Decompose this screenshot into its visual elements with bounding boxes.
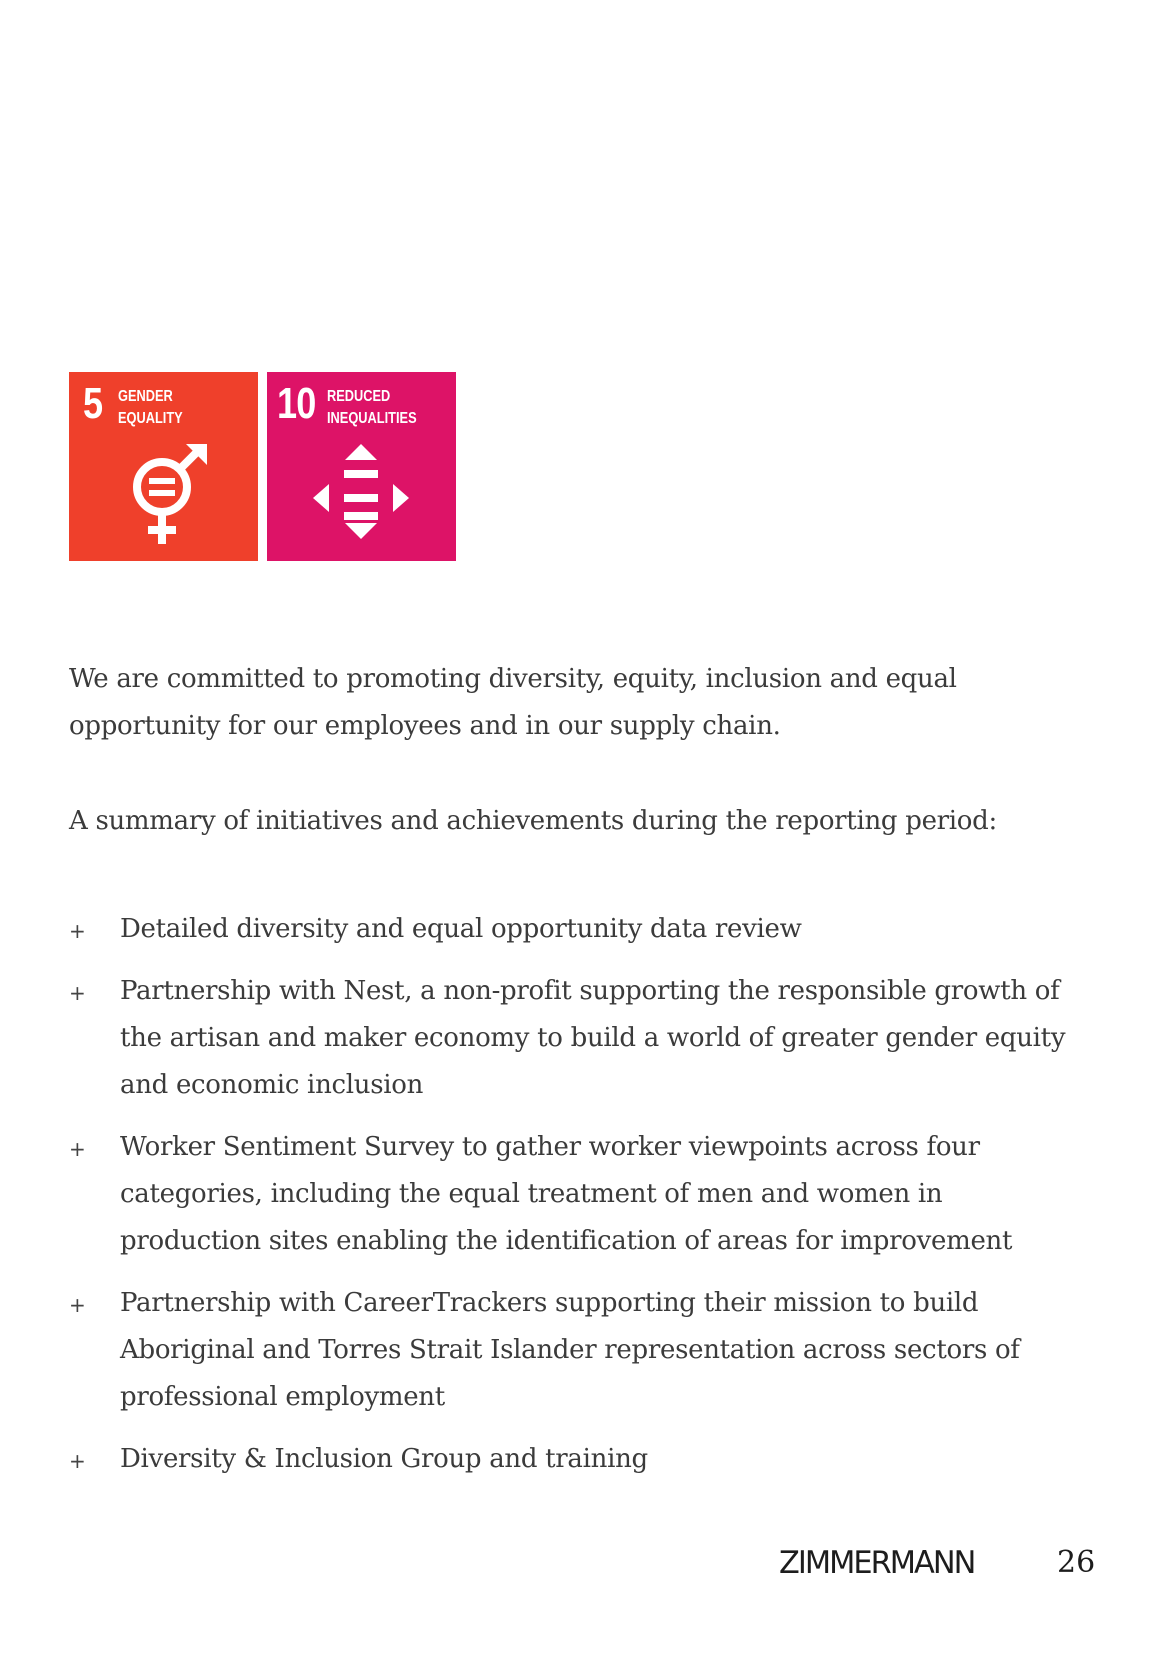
brand-logo: ZIMMERMANN — [779, 1545, 975, 1581]
list-item — [69, 1124, 1069, 1265]
sdg-10-number: 10 — [277, 379, 316, 428]
list-item-text: Detailed diversity and equal opportunity data review — [120, 914, 802, 944]
sdg-5-label-line1: GENDER — [118, 388, 173, 405]
bullet-plus-icon: + — [69, 1293, 86, 1317]
list-item-text: Worker Sentiment Survey to gather worker viewpoints across four categories, including the equal treatment of men and women in production sites enabling the identification of areas for improvement — [120, 1132, 1013, 1256]
initiatives-list — [69, 906, 1069, 1498]
bullet-plus-icon: + — [69, 919, 86, 943]
list-item — [69, 968, 1069, 1109]
sdg-10-label-line1: REDUCED — [327, 388, 391, 405]
list-item — [69, 906, 1069, 953]
intro-paragraph: We are committed to promoting diversity, equity, inclusion and equal opportunity for our employees and in our supply chain. — [69, 664, 957, 741]
bullet-plus-icon: + — [69, 1449, 86, 1473]
sdg-10-tile — [267, 372, 456, 561]
bullet-plus-icon: + — [69, 981, 86, 1005]
sdg-10-label-line2: INEQUALITIES — [327, 410, 417, 427]
sdg-5-number: 5 — [83, 379, 103, 428]
list-item — [69, 1436, 1069, 1483]
list-item-text: Partnership with CareerTrackers supporting their mission to build Aboriginal and Torres Strait Islander representation across sectors of professional employment — [120, 1288, 1020, 1412]
reduced-inequalities-icon — [267, 372, 456, 561]
list-item-text: Diversity & Inclusion Group and training — [120, 1444, 648, 1474]
list-item — [69, 1280, 1069, 1421]
list-item-text: Partnership with Nest, a non-profit supporting the responsible growth of the artisan and maker economy to build a world of greater gender equity and economic inclusion — [120, 976, 1066, 1100]
bullet-plus-icon: + — [69, 1137, 86, 1161]
summary-heading: A summary of initiatives and achievements during the reporting period: — [69, 806, 997, 836]
page-number: 26 — [1057, 1545, 1096, 1580]
gender-equality-icon — [69, 372, 258, 561]
sdg-icons — [69, 372, 456, 561]
sdg-5-tile — [69, 372, 258, 561]
sdg-5-label-line2: EQUALITY — [118, 410, 183, 427]
